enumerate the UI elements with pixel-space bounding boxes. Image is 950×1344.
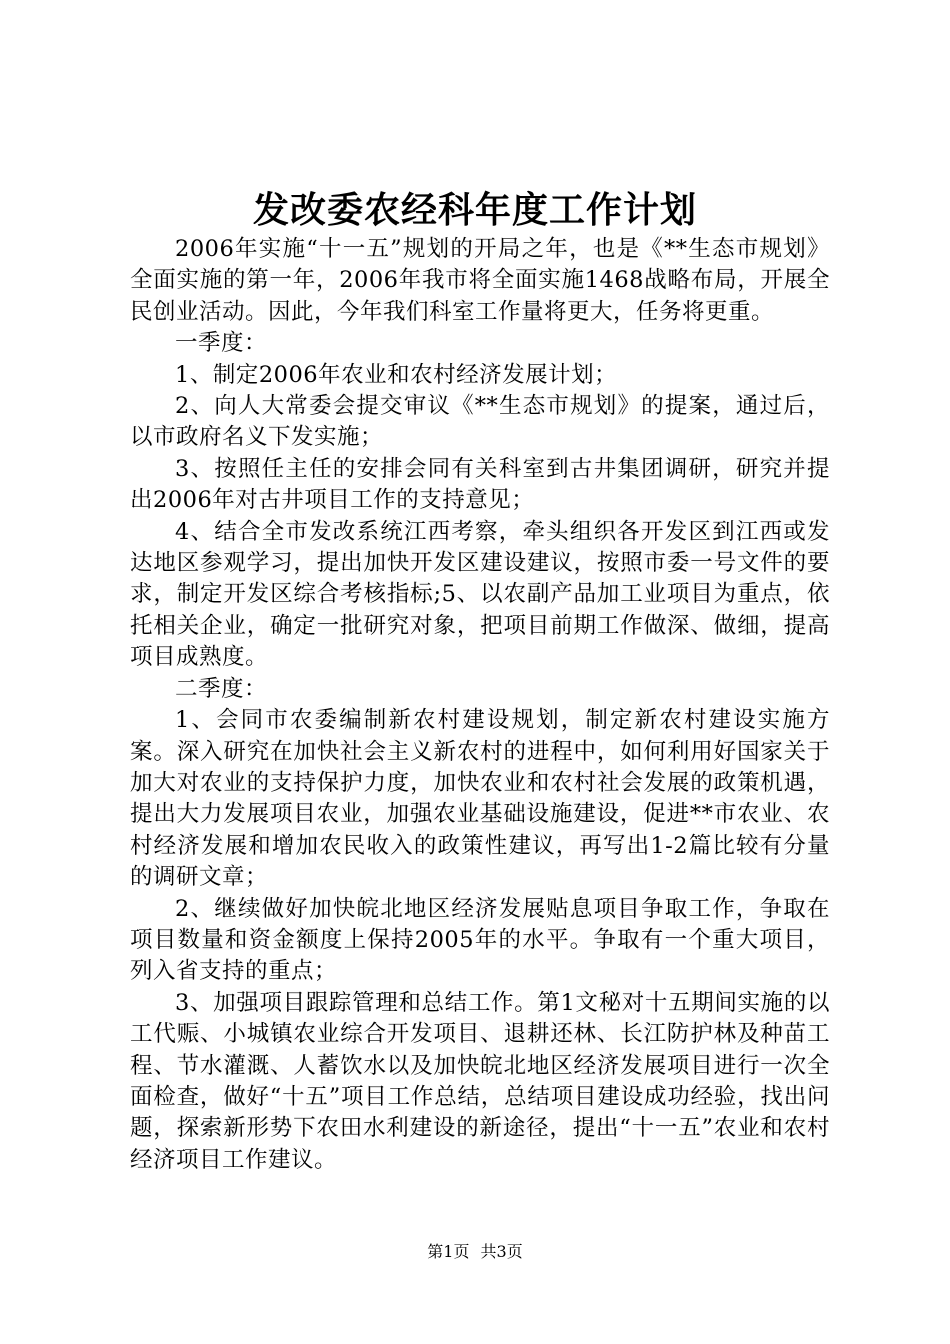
document-body: [130, 234, 830, 1176]
paragraph-q2-item3: 3、加强项目跟踪管理和总结工作。第1文秘对十五期间实施的以工代赈、小城镇农业综合开发项目、退耕还林、长江防护林及种苗工程、节水灌溉、人蓄饮水以及加快皖北地区经济发展项目进行一次全面检查，做好“十五”项目工作总结，总结项目建设成功经验，找出问题，探索新形势下农田水利建设的新途径，提出“十一五”农业和农村经济项目工作建议。: [130, 989, 830, 1173]
paragraph-q1-item3: 3、按照任主任的安排会同有关科室到古井集团调研，研究并提出2006年对古井项目工作的支持意见；: [130, 455, 830, 514]
heading-q2: 二季度：: [175, 675, 268, 702]
page-footer: [0, 1241, 950, 1263]
paragraph-q2-item2: 2、继续做好加快皖北地区经济发展贴息项目争取工作，争取在项目数量和资金额度上保持2005年的水平。争取有一个重大项目，列入省支持的重点；: [130, 895, 830, 985]
paragraph-q1-item4-5: 4、结合全市发改系统江西考察，牵头组织各开发区到江西或发达地区参观学习，提出加快开发区建设建议，按照市委一号文件的要求，制定开发区综合考核指标;5、以农副产品加工业项目为重点，依托相关企业，确定一批研究对象，把项目前期工作做深、做细，提高项目成熟度。: [130, 518, 830, 671]
paragraph-intro: 2006年实施“十一五”规划的开局之年，也是《**生态市规划》全面实施的第一年，2006年我市将全面实施1468战略布局，开展全民创业活动。因此，今年我们科室工作量将更大，任务将更重。: [130, 236, 830, 325]
paragraph-q1-item2: 2、向人大常委会提交审议《**生态市规划》的提案，通过后，以市政府名义下发实施；: [130, 393, 830, 451]
paragraph-q1-item1: 1、制定2006年农业和农村经济发展计划；: [175, 361, 618, 388]
heading-q1: 一季度：: [175, 330, 268, 357]
page-number: 第1页: [427, 1242, 470, 1261]
paragraph-q2-item1: 1、会同市农委编制新农村建设规划，制定新农村建设实施方案。深入研究在加快社会主义新农村的进程中，如何利用好国家关于加大对农业的支持保护力度，加快农业和农村社会发展的政策机遇，提出大力发展项目农业，加强农业基础设施建设，促进**市农业、农村经济发展和增加农民收入的政策性建议，再写出1-2篇比较有分量的调研文章；: [130, 707, 830, 891]
page-total: 共3页: [480, 1242, 523, 1261]
document-title: 发改委农经科年度工作计划: [252, 189, 697, 231]
